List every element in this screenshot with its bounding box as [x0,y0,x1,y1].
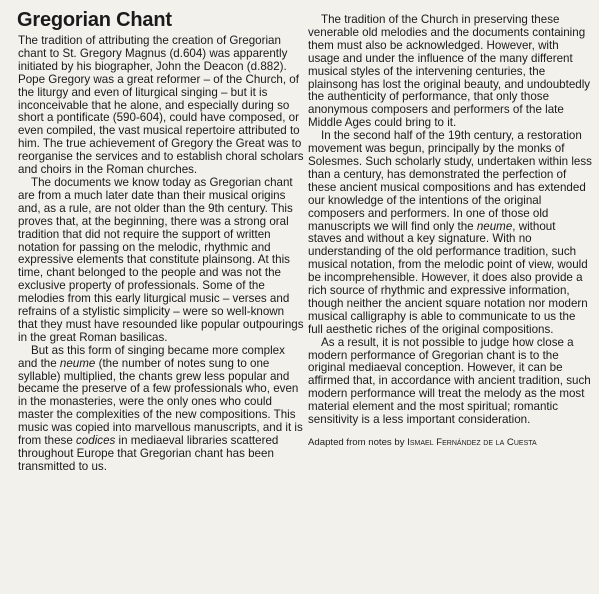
left-column [18,35,304,474]
text-run: in mediaeval libraries scattered throughout Europe that Gregorian chant has been transmitted to us. [18,434,279,473]
text-run: , without staves and without a key signature. With no understanding of the old performance tradition, such musical notation, from the melodic point of view, would be incomprehensible. However, it does also provide a rich source of rhythmic and expressive information, though neither the ancient square notation nor modern musical calligraphy is able to communicate to us the full aesthetic riches of the original compositions. [308,219,588,336]
paragraph: As a result, it is not possible to judge how close a modern performance of Gregorian chant is to the original mediaeval conception. However, it can be affirmed that, in accordance with ancient tradition, such modern performance will treat the melody as the most material element and the most spiritual; romantic sensitivity is a less important consideration. [308,335,591,427]
text-run: In the second half of the 19th century, a restoration movement was begun, principally by the monks of Solesmes. Such scholarly study, undertaken within less than a century, has demonstrated the perfection of these ancient musical compositions and has extended our knowledge of the intentions of the original composers and performers. In one of those old manuscripts we will find only the [308,129,592,233]
emphasis-neume: neume [476,219,513,233]
paragraph [308,130,592,337]
credit-line [308,437,592,450]
right-column [308,14,592,450]
paragraph: The tradition of attributing the creation of Gregorian chant to St. Gregory Magnus (d.604) was apparently initiated by his biographer, John the Deacon (d.882). Pope Gregory was a great reformer – of the Church, of the liturgy and even of liturgical singing – but it is inconceivable that he alone, and especially during so short a pontificate (590-604), could have composed, or even compiled, the vast musical repertoire attributed to him. The true achievement of Gregory the Great was to reorganise the services and to establish choral scholars and choirs in the Roman churches. [18,34,304,177]
credit-author: Ismael Fernández de la Cuesta [407,437,537,448]
credit-prefix: Adapted from notes by [308,437,408,448]
paragraph [18,345,304,474]
page-title: Gregorian Chant [17,9,172,31]
emphasis-neume: neume [59,356,96,370]
text-run: (the number of notes sung to one syllable) multiplied, the chants grew less popular and became the preserve of a few professionals who, even in the monasteries, were the only ones who could master the complexities of the new compositions. This music was copied into marvellous manuscripts, and it is from these [18,356,303,448]
paragraph: The tradition of the Church in preserving these venerable old melodies and the documents containing them must also be acknowledged. However, with usage and under the influence of the many different musical styles of the intervening centuries, the plainsong has lost the original beauty, and undoubtedly the authenticity of performance, that only those anonymous composers and performers of the late Middle Ages could bring to it. [308,13,591,130]
paragraph: The documents we know today as Gregorian chant are from a much later date than their musical origins and, as a rule, are not older than the 9th century. This proves that, at the beginning, there was a strong oral tradition that did not require the support of written notation for passing on the melodic, rhythmic and expressive elements that constitute plainsong. At this time, chant belonged to the people and was not the exclusive property of professionals. Some of the melodies from this early liturgical music – verses and refrains of a stylistic simplicity – were so well-known that they must have resounded like popular outpourings in the great Roman basilicas. [18,175,304,344]
emphasis-codices: codices [76,434,116,448]
text-run: But as this form of singing became more complex and the [18,343,285,370]
